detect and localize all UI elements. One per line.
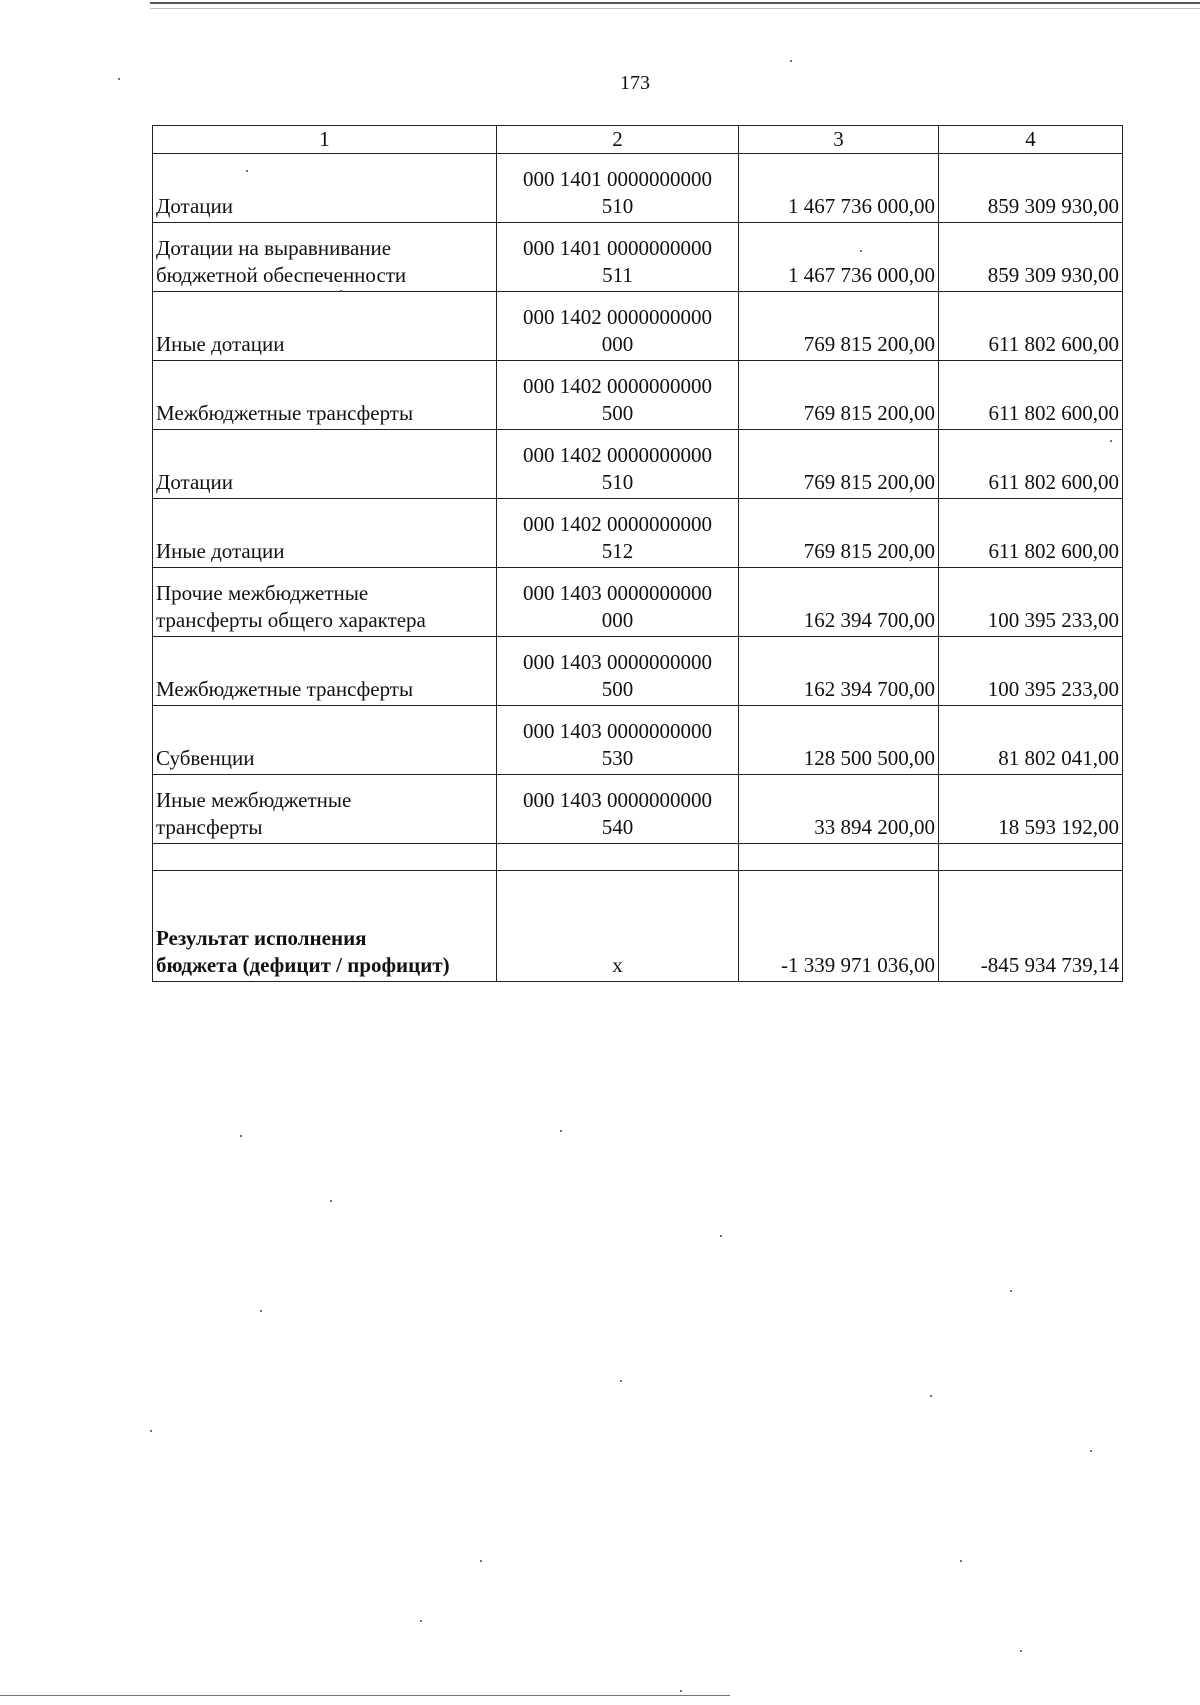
table-row (153, 292, 1123, 361)
row-name-cell-line: бюджетной обеспеченности (156, 263, 407, 287)
row-col3-cell: 128 500 500,00 (739, 706, 939, 775)
row-col4-cell: 611 802 600,00 (939, 292, 1123, 361)
row-col4-cell: 859 309 930,00 (939, 154, 1123, 223)
header-col-2: 2 (497, 126, 739, 154)
result-name-cell-line: Результат исполнения (156, 926, 367, 950)
budget-table (152, 125, 1123, 982)
row-code-cell-line: 540 (601, 815, 634, 839)
row-col4-cell: 100 395 233,00 (939, 637, 1123, 706)
row-name-cell (153, 223, 497, 292)
table-row (153, 706, 1123, 775)
row-code-cell (497, 154, 739, 223)
header-col-3: 3 (739, 126, 939, 154)
row-name-cell (153, 775, 497, 844)
row-name-cell (153, 430, 497, 499)
row-col3-cell: 162 394 700,00 (739, 637, 939, 706)
result-col4-cell: -845 934 739,14 (939, 871, 1123, 982)
row-name-cell-line: Дотации (156, 194, 234, 218)
header-col-4: 4 (939, 126, 1123, 154)
row-name-cell (153, 292, 497, 361)
empty-cell (739, 844, 939, 871)
row-code-cell (497, 430, 739, 499)
row-code-cell-line: 000 1402 0000000000 (523, 443, 712, 467)
table-row (153, 223, 1123, 292)
row-name-cell-line: Иные межбюджетные (156, 788, 352, 812)
row-code-cell-line: 512 (601, 539, 634, 563)
row-col3-cell: 33 894 200,00 (739, 775, 939, 844)
row-code-cell-line: 000 (601, 608, 634, 632)
row-col3-cell: 769 815 200,00 (739, 292, 939, 361)
row-col3-cell: 162 394 700,00 (739, 568, 939, 637)
row-code-cell-line: 000 1402 0000000000 (523, 374, 712, 398)
row-name-cell-line: трансферты общего характера (156, 608, 426, 632)
row-name-cell (153, 499, 497, 568)
row-col4-cell: 100 395 233,00 (939, 568, 1123, 637)
row-col3-cell: 769 815 200,00 (739, 430, 939, 499)
row-code-cell-line: 000 1401 0000000000 (523, 236, 712, 260)
row-col4-cell: 611 802 600,00 (939, 361, 1123, 430)
scan-edge-top (150, 2, 1200, 4)
row-name-cell (153, 706, 497, 775)
row-col3-cell: 769 815 200,00 (739, 361, 939, 430)
empty-cell (497, 844, 739, 871)
row-name-cell-line: Межбюджетные трансферты (156, 401, 414, 425)
row-name-cell-line: Прочие межбюджетные (156, 581, 369, 605)
row-col4-cell: 18 593 192,00 (939, 775, 1123, 844)
row-name-cell-line: Субвенции (156, 746, 255, 770)
empty-cell (153, 844, 497, 871)
row-code-cell (497, 223, 739, 292)
empty-row (153, 844, 1123, 871)
result-name-cell-line: бюджета (дефицит / профицит) (156, 953, 450, 977)
row-name-cell-line: Иные дотации (156, 332, 285, 356)
page-number: 173 (620, 72, 650, 94)
row-name-cell-line: трансферты (156, 815, 263, 839)
row-col3-cell: 769 815 200,00 (739, 499, 939, 568)
row-code-cell-line: 000 1402 0000000000 (523, 512, 712, 536)
table-row (153, 154, 1123, 223)
table-row (153, 775, 1123, 844)
table-row (153, 568, 1123, 637)
scan-edge-bottom (0, 1695, 730, 1696)
table-row (153, 499, 1123, 568)
table-row (153, 361, 1123, 430)
row-code-cell-line: 000 1403 0000000000 (523, 788, 712, 812)
row-code-cell-line: 000 1401 0000000000 (523, 167, 712, 191)
row-code-cell-line: 530 (601, 746, 634, 770)
row-col3-cell: 1 467 736 000,00 (739, 154, 939, 223)
row-col4-cell: 611 802 600,00 (939, 499, 1123, 568)
row-code-cell-line: 510 (601, 470, 634, 494)
row-code-cell-line: 000 1402 0000000000 (523, 305, 712, 329)
row-name-cell-line: Межбюджетные трансферты (156, 677, 414, 701)
result-name-cell (153, 871, 497, 982)
result-row (153, 871, 1123, 982)
row-name-cell (153, 568, 497, 637)
row-name-cell (153, 154, 497, 223)
row-name-cell-line: Иные дотации (156, 539, 285, 563)
row-name-cell (153, 361, 497, 430)
header-row (153, 126, 1123, 154)
result-col3-cell: -1 339 971 036,00 (739, 871, 939, 982)
row-col3-cell: 1 467 736 000,00 (739, 223, 939, 292)
row-code-cell-line: 000 (601, 332, 634, 356)
row-code-cell (497, 637, 739, 706)
row-code-cell (497, 775, 739, 844)
header-col-1: 1 (153, 126, 497, 154)
row-code-cell-line: 500 (601, 677, 634, 701)
row-name-cell-line: Дотации на выравнивание (156, 236, 392, 260)
row-code-cell (497, 361, 739, 430)
row-code-cell-line: 000 1403 0000000000 (523, 581, 712, 605)
empty-cell (939, 844, 1123, 871)
row-code-cell (497, 499, 739, 568)
table-row (153, 637, 1123, 706)
result-code-cell: x (497, 871, 739, 982)
row-col4-cell: 611 802 600,00 (939, 430, 1123, 499)
row-code-cell-line: 511 (602, 263, 633, 287)
row-code-cell-line: 000 1403 0000000000 (523, 719, 712, 743)
table-row (153, 430, 1123, 499)
scan-edge-top-secondary (150, 8, 1200, 9)
row-name-cell (153, 637, 497, 706)
row-name-cell-line: Дотации (156, 470, 234, 494)
row-code-cell-line: 510 (601, 194, 634, 218)
row-col4-cell: 859 309 930,00 (939, 223, 1123, 292)
row-code-cell (497, 706, 739, 775)
row-code-cell-line: 000 1403 0000000000 (523, 650, 712, 674)
budget-table-body (153, 126, 1123, 982)
row-code-cell (497, 292, 739, 361)
row-code-cell-line: 500 (601, 401, 634, 425)
row-code-cell (497, 568, 739, 637)
row-col4-cell: 81 802 041,00 (939, 706, 1123, 775)
